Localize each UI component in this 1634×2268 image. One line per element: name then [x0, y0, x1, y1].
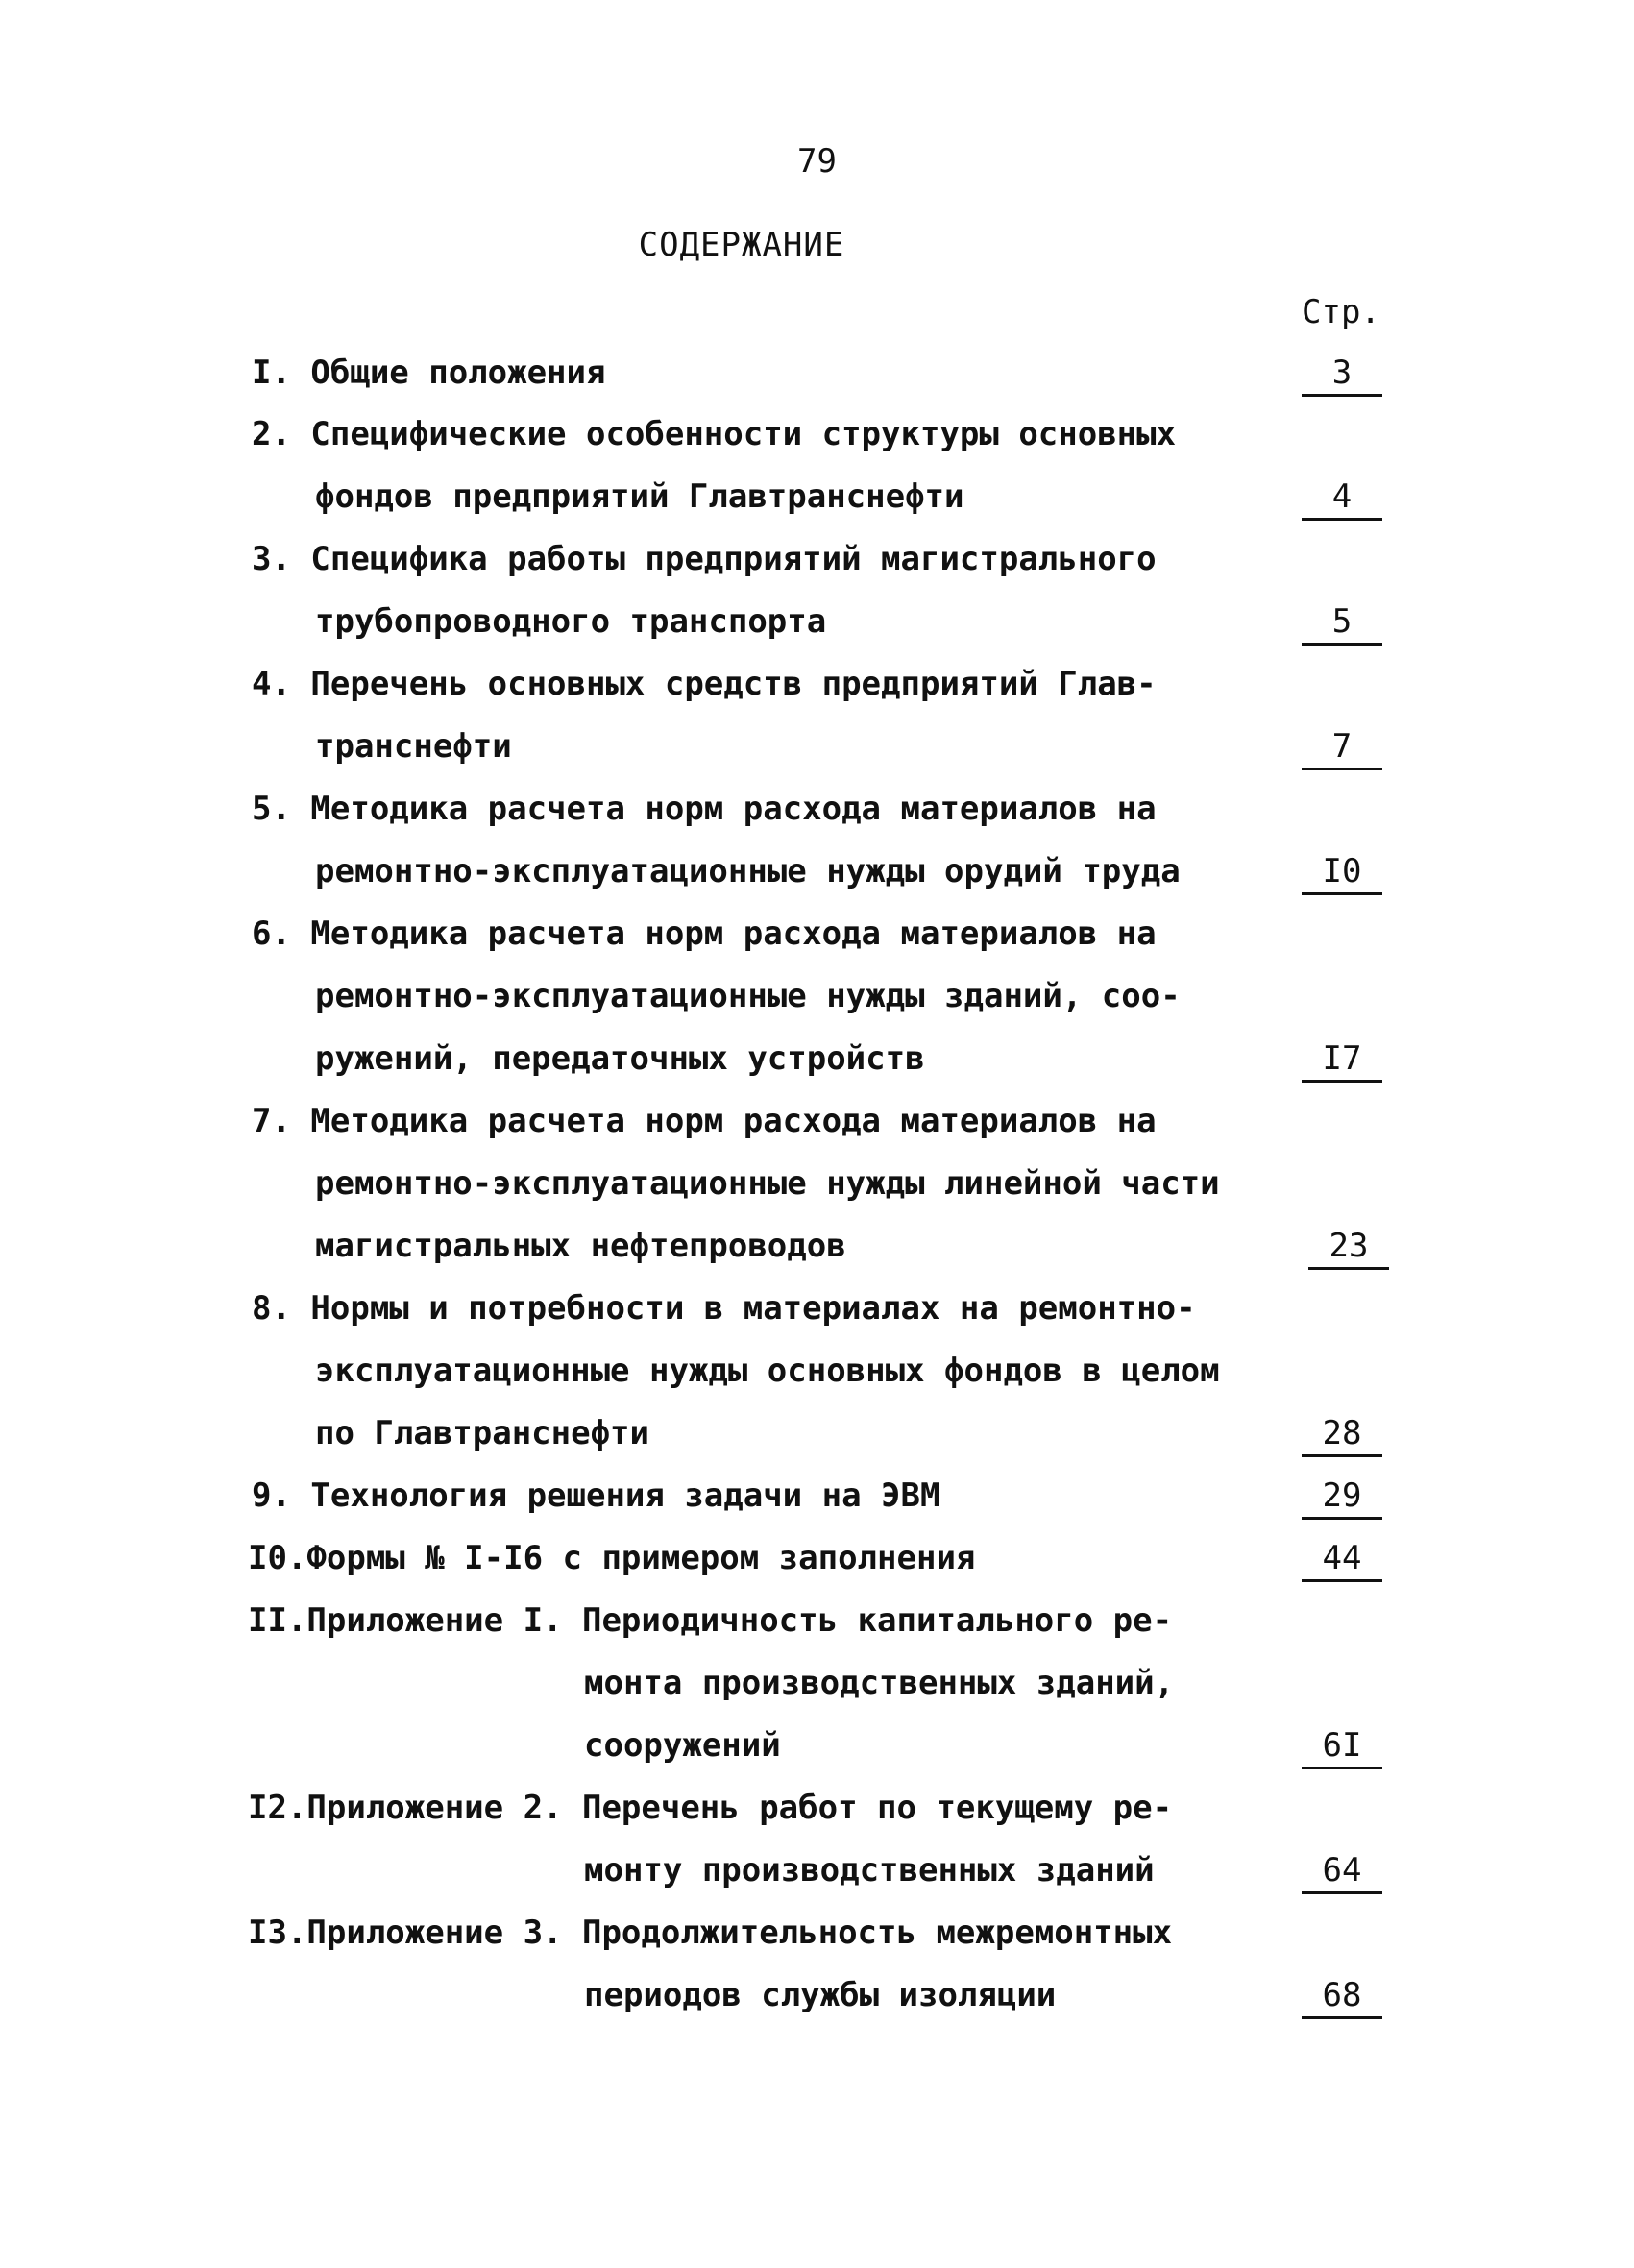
toc-entry-13-line-1: I3.Приложение 3. Продолжительность межремонтных: [248, 1914, 1173, 1952]
toc-entry-1-line-1: I. Общие положения: [252, 354, 606, 392]
toc-entry-10-line-1: I0.Формы № I-I6 с примером заполнения: [248, 1539, 976, 1577]
toc-entry-12-line-1: I2.Приложение 2. Перечень работ по текущему ре-: [248, 1789, 1173, 1827]
toc-entry-11-line-3: сооружений: [584, 1726, 781, 1765]
toc-entry-4-line-2: транснефти: [315, 727, 512, 766]
toc-entry-3-line-1: 3. Специфика работы предприятий магистрального: [252, 540, 1157, 578]
toc-entry-6-line-2: ремонтно-эксплуатационные нужды зданий, соо-: [315, 977, 1181, 1015]
toc-entry-8-line-2: эксплуатационные нужды основных фондов в целом: [315, 1352, 1220, 1390]
page-column-label: Стр.: [1302, 293, 1380, 331]
toc-entry-2-line-1: 2. Специфические особенности структуры основных: [252, 415, 1177, 453]
toc-entry-7-line-1: 7. Методика расчета норм расхода материалов на: [252, 1102, 1157, 1140]
toc-entry-8-line-3: по Главтранснефти: [315, 1414, 649, 1452]
toc-entry-4-line-1: 4. Перечень основных средств предприятий Глав-: [252, 665, 1157, 703]
toc-entry-10-page: 44: [1302, 1539, 1382, 1582]
toc-entry-11-line-1: II.Приложение I. Периодичность капитального ре-: [248, 1601, 1173, 1640]
toc-entry-7-line-3: магистральных нефтепроводов: [315, 1227, 846, 1265]
toc-entry-6-line-1: 6. Методика расчета норм расхода материалов на: [252, 915, 1157, 953]
toc-entry-6-line-3: ружений, передаточных устройств: [315, 1039, 925, 1078]
page-title: СОДЕРЖАНИЕ: [638, 226, 845, 264]
toc-entry-13-page: 68: [1302, 1976, 1382, 2019]
toc-entry-12-line-2: монту производственных зданий: [584, 1851, 1155, 1890]
toc-entry-8-page: 28: [1302, 1414, 1382, 1457]
toc-entry-2-page: 4: [1302, 477, 1382, 521]
toc-entry-5-line-2: ремонтно-эксплуатационные нужды орудий труда: [315, 852, 1181, 890]
toc-entry-9-line-1: 9. Технология решения задачи на ЭВМ: [252, 1476, 940, 1515]
page-number: 79: [797, 142, 837, 181]
toc-entry-3-line-2: трубопроводного транспорта: [315, 602, 827, 641]
toc-entry-2-line-2: фондов предприятий Главтранснефти: [315, 477, 964, 516]
toc-entry-8-line-1: 8. Нормы и потребности в материалах на ремонтно-: [252, 1289, 1196, 1328]
toc-entry-12-page: 64: [1302, 1851, 1382, 1894]
toc-entry-11-page: 6I: [1302, 1726, 1382, 1769]
toc-entry-11-line-2: монта производственных зданий,: [584, 1664, 1175, 1702]
toc-entry-13-line-2: периодов службы изоляции: [584, 1976, 1057, 2014]
toc-entry-1-page: 3: [1302, 354, 1382, 397]
toc-entry-9-page: 29: [1302, 1476, 1382, 1520]
toc-entry-6-page: I7: [1302, 1039, 1382, 1083]
toc-entry-7-page: 23: [1308, 1227, 1389, 1270]
toc-entry-7-line-2: ремонтно-эксплуатационные нужды линейной части: [315, 1164, 1220, 1203]
toc-entry-4-page: 7: [1302, 727, 1382, 770]
toc-entry-3-page: 5: [1302, 602, 1382, 646]
toc-entry-5-page: I0: [1302, 852, 1382, 895]
toc-entry-5-line-1: 5. Методика расчета норм расхода материалов на: [252, 790, 1157, 828]
